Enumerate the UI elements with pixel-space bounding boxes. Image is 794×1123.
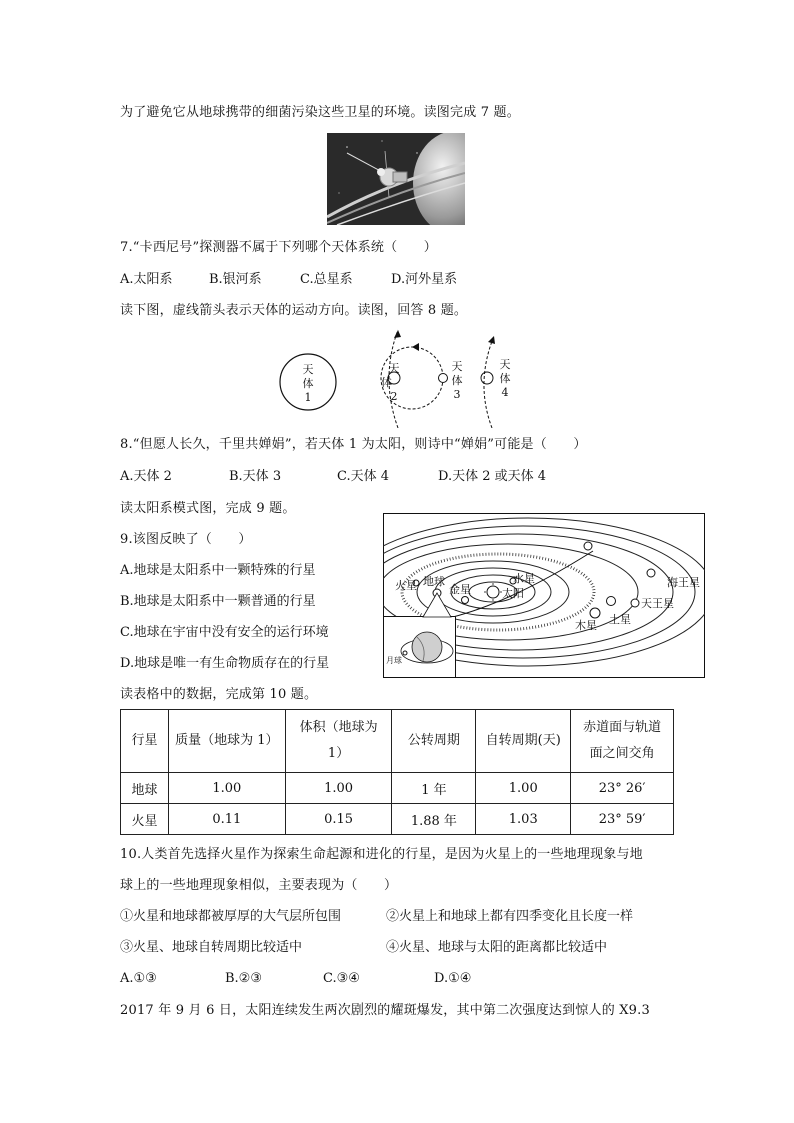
q9-option-c: C.地球在宇宙中没有安全的运行环境	[120, 625, 329, 640]
solar-system-diagram	[383, 513, 705, 678]
cell: 23° 59′	[571, 804, 674, 835]
body2-label-3: 2	[390, 390, 398, 403]
orbit-arrow-icon	[412, 343, 419, 351]
planet-data-table	[120, 709, 674, 835]
header-planet: 行星	[121, 710, 169, 773]
cell: 1.00	[285, 773, 392, 804]
body4-circle	[481, 372, 493, 384]
q9-option-b: B.地球是太阳系中一颗普通的行星	[120, 594, 316, 609]
sun-label: 太阳	[502, 587, 524, 600]
body1-label-2: 体	[302, 377, 314, 390]
q10-option-d: D.①④	[434, 971, 472, 986]
q10-question-line1: 10.人类首先选择火星作为探索生命起源和进化的行星，是因为火星上的一些地理现象与地	[120, 847, 643, 862]
header-revolution: 公转周期	[392, 710, 476, 773]
cell: 0.15	[285, 804, 392, 835]
cell: 1.88 年	[392, 804, 476, 835]
header-tilt-line1: 赤道面与轨道	[583, 720, 662, 735]
solar-intro: 读太阳系模式图，完成 9 题。	[120, 501, 296, 516]
header-mass: 质量（地球为 1）	[168, 710, 285, 773]
q10-option-a: A.①③	[120, 971, 157, 986]
header-tilt-line2: 面之间交角	[589, 746, 655, 761]
header-volume-line2: 1）	[327, 746, 350, 761]
header-tilt	[571, 710, 674, 773]
q7-option-a: A.太阳系	[120, 272, 173, 287]
saturn-label: 土星	[609, 613, 631, 626]
earth-label: 地球	[423, 575, 445, 588]
body4-label-2: 体	[499, 372, 511, 385]
header-volume	[285, 710, 392, 773]
earth-globe-icon	[412, 632, 442, 662]
cell: 1 年	[392, 773, 476, 804]
sun-icon	[487, 586, 499, 598]
footer-line: 2017 年 9 月 6 日，太阳连续发生两次剧烈的耀斑爆发，其中第二次强度达到惊人的 X9.3	[120, 1003, 650, 1018]
body3-label-2: 体	[451, 374, 463, 387]
venus-label: 金星	[449, 583, 471, 596]
table-header-row	[121, 710, 674, 773]
q8-option-a: A.天体 2	[120, 469, 172, 484]
q10-question-line2: 球上的一些地理现象相似，主要表现为（ ）	[120, 878, 398, 893]
header-volume-line1: 体积（地球为	[299, 720, 378, 735]
q8-option-b: B.天体 3	[229, 469, 282, 484]
q10-option-c: C.③④	[323, 971, 360, 986]
body1-label-3: 1	[304, 391, 312, 404]
moon-label: 月球	[386, 656, 402, 665]
q7-option-b: B.银河系	[209, 272, 262, 287]
q8-option-d: D.天体 2 或天体 4	[438, 469, 547, 484]
cell: 地球	[121, 773, 169, 804]
intro-line: 为了避免它从地球携带的细菌污染这些卫星的环境。读图完成 7 题。	[120, 105, 520, 120]
q8-option-c: C.天体 4	[337, 469, 390, 484]
q9-question: 9.该图反映了（ ）	[120, 532, 252, 547]
cell: 1.00	[476, 773, 571, 804]
q10-statement-1: ①火星和地球都被厚厚的大气层所包围	[120, 909, 342, 924]
body3-circle	[439, 374, 448, 383]
table-row	[121, 804, 674, 835]
table-row	[121, 773, 674, 804]
q7-option-c: C.总星系	[300, 272, 353, 287]
mars-label: 火星	[395, 579, 417, 592]
q10-statement-4: ④火星、地球与太阳的距离都比较适中	[386, 940, 608, 955]
cell: 火星	[121, 804, 169, 835]
neptune-label: 海王星	[667, 576, 700, 589]
q7-option-d: D.河外星系	[391, 272, 458, 287]
body3-label-3: 3	[453, 388, 461, 401]
q8-question: 8.“但愿人长久，千里共婵娟”，若天体 1 为太阳，则诗中“婵娟”可能是（ ）	[120, 437, 587, 452]
cell: 1.00	[168, 773, 285, 804]
body2-label-1: 天	[388, 362, 400, 375]
q10-statement-2: ②火星上和地球上都有四季变化且长度一样	[386, 909, 634, 924]
table-intro: 读表格中的数据，完成第 10 题。	[120, 687, 318, 702]
jupiter-label: 木星	[575, 619, 597, 632]
body4-label-1: 天	[499, 358, 511, 371]
cell: 1.03	[476, 804, 571, 835]
cassini-saturn-image	[327, 133, 465, 225]
body1-label-1: 天	[302, 363, 314, 376]
q10-statement-3: ③火星、地球自转周期比较适中	[120, 940, 303, 955]
q10-option-b: B.②③	[225, 971, 262, 986]
mercury-label: 水星	[513, 572, 535, 585]
uranus-label: 天王星	[641, 597, 674, 610]
body2-label-2: 体	[381, 376, 392, 389]
body4-label-3: 4	[501, 386, 509, 399]
q7-question: 7.“卡西尼号”探测器不属于下列哪个天体系统（ ）	[120, 240, 437, 255]
cell: 23° 26′	[571, 773, 674, 804]
q9-option-a: A.地球是太阳系中一颗特殊的行星	[120, 563, 316, 578]
header-rotation: 自转周期(天)	[476, 710, 571, 773]
body3-label-1: 天	[451, 360, 463, 373]
celestial-bodies-diagram	[270, 328, 520, 428]
q9-option-d: D.地球是唯一有生命物质存在的行星	[120, 656, 330, 671]
cell: 0.11	[168, 804, 285, 835]
fig2-intro: 读下图，虚线箭头表示天体的运动方向。读图，回答 8 题。	[120, 303, 468, 318]
